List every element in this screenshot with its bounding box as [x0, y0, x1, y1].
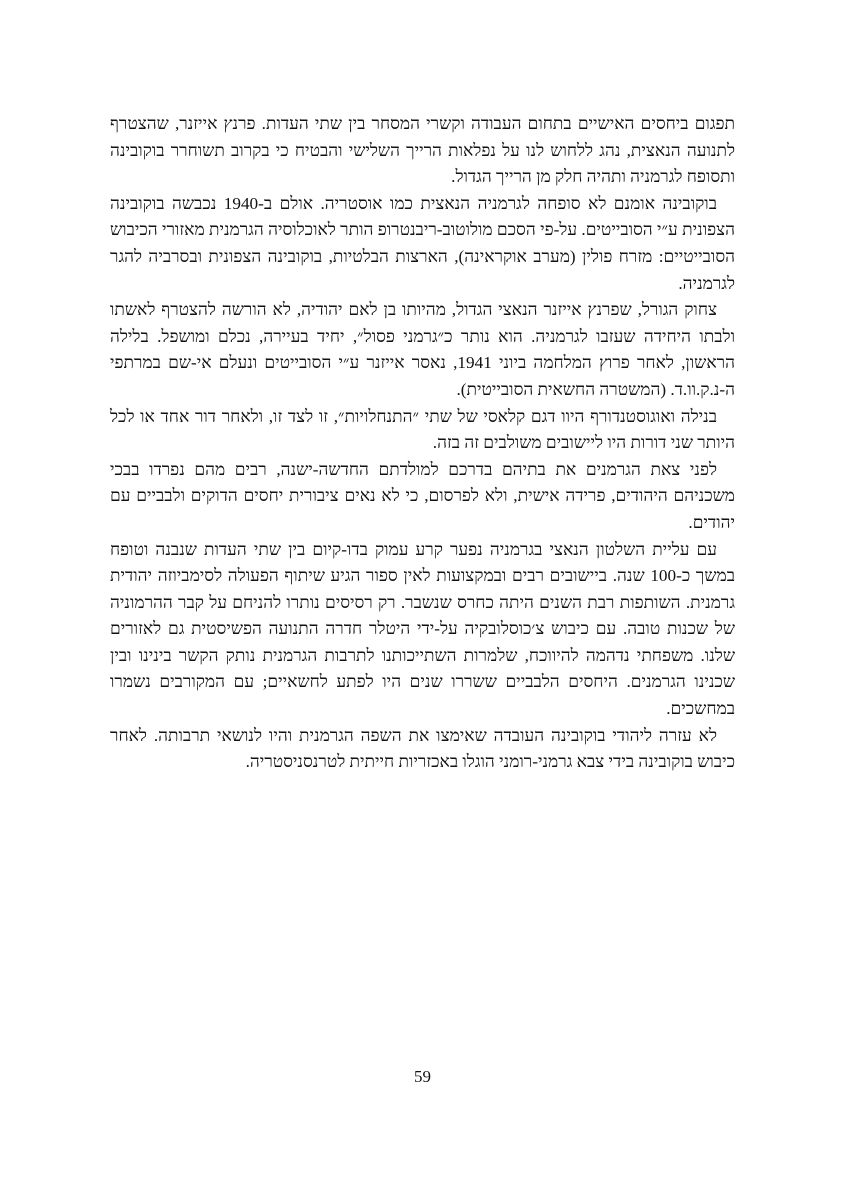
paragraph-5: לפני צאת הגרמנים את בתיהם בדרכם למולדתם החדשה-ישנה, רבים מהם נפרדו בבכי משכניהם היהודים, פרידה אישית, ולא לפרסום, כי לא נאים ציבורית יחסים הדוקים ולבביים עם יהודים.	[110, 459, 735, 532]
paragraph-3: צחוק הגורל, שפרנץ אייזנר הנאצי הגדול, מהיותו בן לאם יהודיה, לא הורשה להצטרף לאשתו ולבתו היחידה שעזבו לגרמניה. הוא נותר כ״גרמני פסול״, יחיד בעיירה, נכלם ומושפל. בלילה הראשון, לאחר פרוץ המלחמה ביוני 1941, נאסר אייזנר ע״י הסובייטים ונעלם אי-שם במרתפי ה-נ.ק.וו.ד. (המשטרה החשאית הסובייטית).	[110, 300, 735, 399]
paragraph-1: תפגום ביחסים האישיים בתחום העבודה וקשרי המסחר בין שתי העדות. פרנץ אייזנר, שהצטרף לתנועה הנאצית, נהג ללחוש לנו על נפלאות הרייך השלישי והבטיח כי בקרוב תשוחרר בוקובינה ותסופח לגרמניה ותהיה חלק מן הרייך הגדול.	[110, 114, 735, 187]
paragraph-4: בנילה ואוגוסטנדורף היוו דגם קלאסי של שתי ״התנחלויות״, זו לצד זו, ולאחר דור אחד או לכל היותר שני דורות היו ליישובים משולבים זה בזה.	[110, 406, 735, 453]
paragraph-6: עם עליית השלטון הנאצי בגרמניה נפער קרע עמוק בדו-קיום בין שתי העדות שנבנה וטופח במשך כ-100 שנה. ביישובים רבים ובמקצועות לאין ספור הגיע שיתוף הפעולה לסימביוזה יהודית גרמנית. השותפות רבת השנים היתה כחרס שנשבר. רק רסיסים נותרו להניחם על קבר ההרמוניה של שכנות טובה. עם כיבוש צ׳כוסלובקיה על-ידי היטלר חדרה התנועה הפשיסטית גם לאזורים שלנו. משפחתי נדהמה להיווכח, שלמרות השתייכותנו לתרבות הגרמנית נותק הקשר בינינו ובין שכנינו הגרמנים. היחסים הלבביים ששררו שנים היו לפתע לחשאיים; עם המקורבים נשמרו במחשכים.	[110, 539, 735, 719]
page-number: 59	[414, 1067, 431, 1086]
paragraph-7: לא עזרה ליהודי בוקובינה העובדה שאימצו את השפה הגרמנית והיו לנושאי תרבותה. לאחר כיבוש בוקובינה בידי צבא גרמני-רומני הוגלו באכזריות חייתית לטרנסניסטריה.	[110, 725, 735, 772]
body-text	[110, 111, 735, 776]
paragraph-2: בוקובינה אומנם לא סופחה לגרמניה הנאצית כמו אוסטריה. אולם ב-1940 נכבשה בוקובינה הצפונית ע״י הסובייטים. על-פי הסכם מולוטוב-ריבנטרופ הותר לאוכלוסיה הגרמנית מאזורי הכיבוש הסובייטיים: מזרח פולין (מערב אוקראינה), הארצות הבלטיות, בוקובינה הצפונית ובסרביה להגר לגרמניה.	[110, 193, 735, 293]
